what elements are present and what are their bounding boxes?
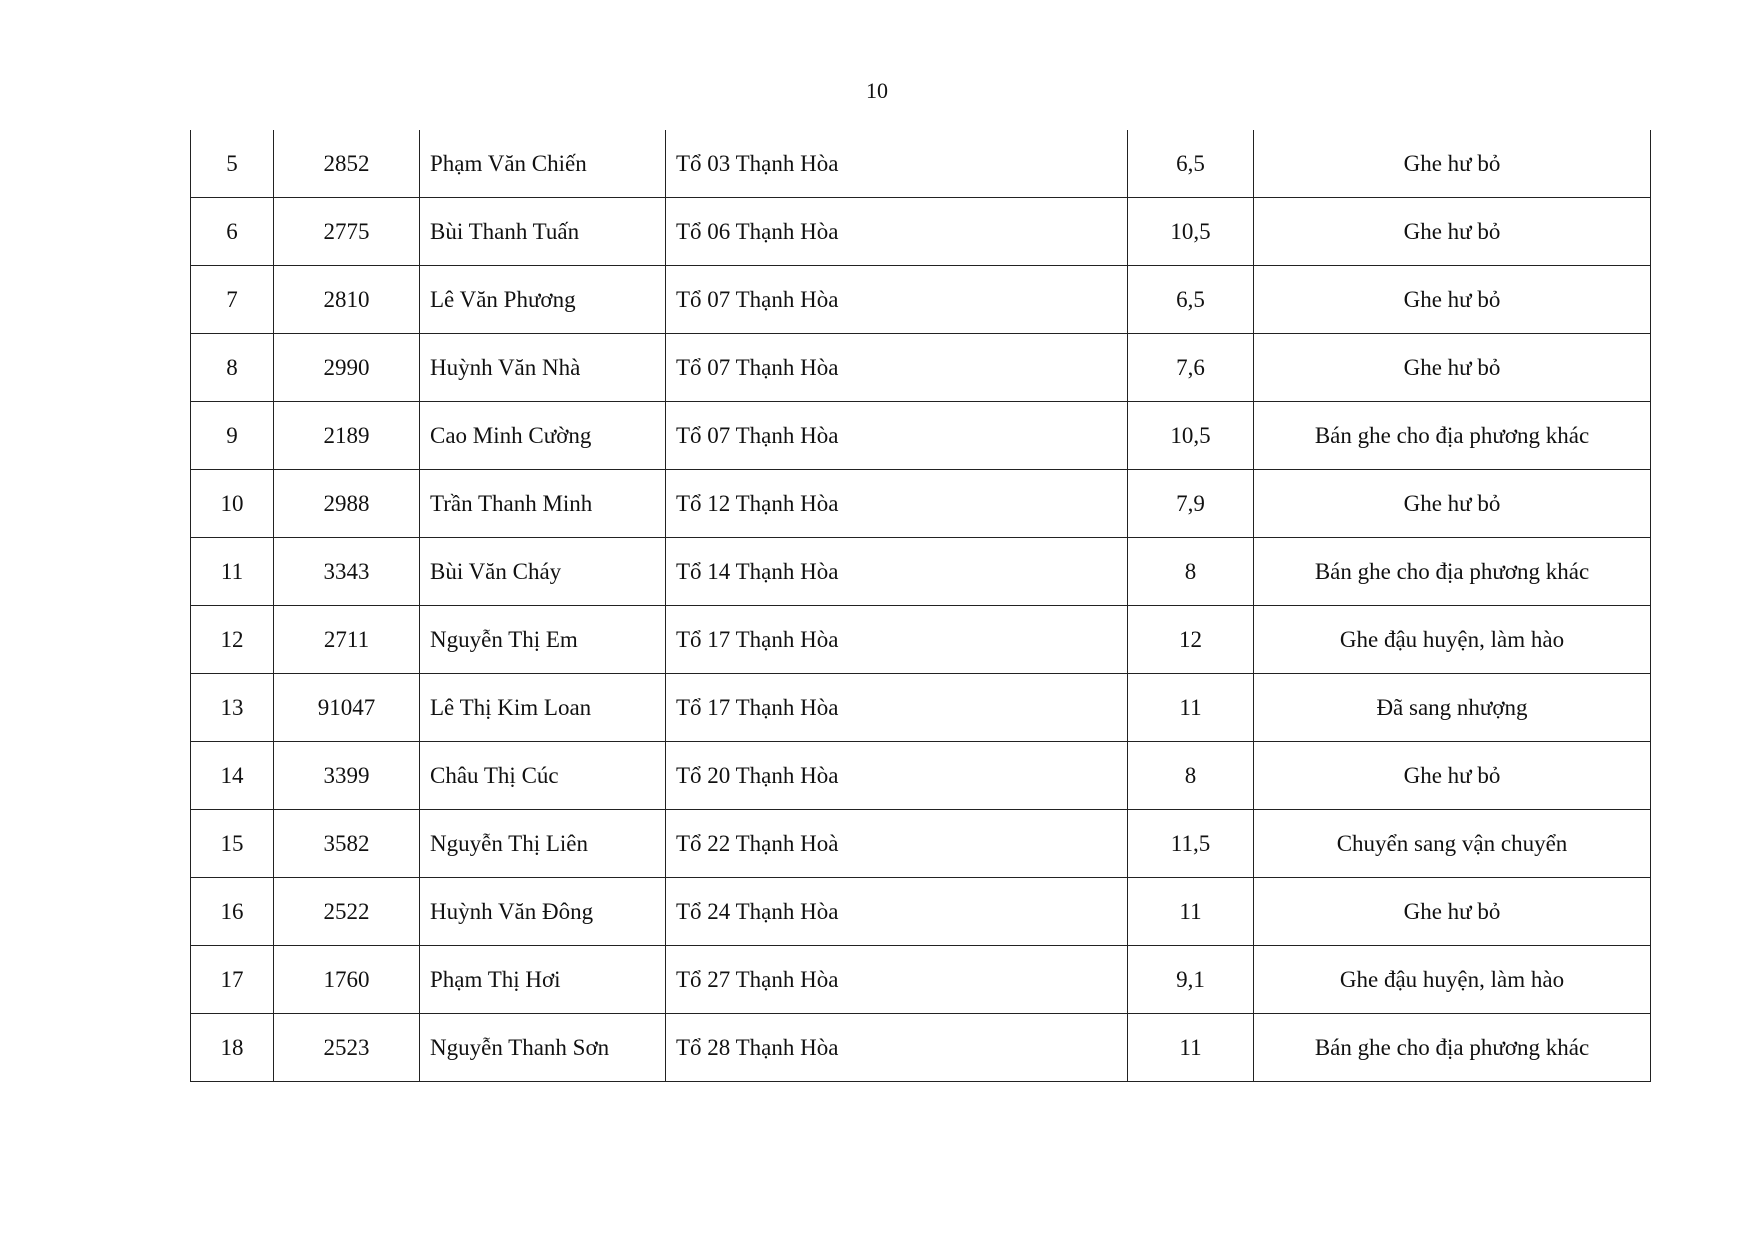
records-table-container [190, 130, 1650, 1082]
cell-stt: 10 [191, 470, 274, 538]
cell-area: 7,9 [1128, 470, 1254, 538]
cell-stt: 8 [191, 334, 274, 402]
cell-note: Đã sang nhượng [1254, 674, 1651, 742]
cell-note: Ghe đậu huyện, làm hào [1254, 946, 1651, 1014]
cell-area: 6,5 [1128, 130, 1254, 198]
table-row [191, 606, 1651, 674]
cell-code: 2189 [274, 402, 420, 470]
cell-address: Tổ 07 Thạnh Hòa [666, 266, 1128, 334]
cell-stt: 12 [191, 606, 274, 674]
cell-name: Lê Văn Phương [420, 266, 666, 334]
cell-note: Ghe hư bỏ [1254, 266, 1651, 334]
cell-area: 8 [1128, 742, 1254, 810]
table-row [191, 810, 1651, 878]
page-number: 10 [866, 78, 888, 103]
cell-code: 3582 [274, 810, 420, 878]
cell-address: Tổ 12 Thạnh Hòa [666, 470, 1128, 538]
cell-area: 11,5 [1128, 810, 1254, 878]
cell-area: 9,1 [1128, 946, 1254, 1014]
cell-address: Tổ 17 Thạnh Hòa [666, 606, 1128, 674]
cell-stt: 9 [191, 402, 274, 470]
cell-address: Tổ 14 Thạnh Hòa [666, 538, 1128, 606]
cell-code: 2522 [274, 878, 420, 946]
cell-note: Ghe hư bỏ [1254, 470, 1651, 538]
cell-name: Huỳnh Văn Nhà [420, 334, 666, 402]
cell-code: 2810 [274, 266, 420, 334]
cell-area: 6,5 [1128, 266, 1254, 334]
cell-code: 3343 [274, 538, 420, 606]
cell-code: 1760 [274, 946, 420, 1014]
cell-note: Ghe hư bỏ [1254, 198, 1651, 266]
cell-code: 2988 [274, 470, 420, 538]
table-row [191, 334, 1651, 402]
cell-note: Bán ghe cho địa phương khác [1254, 402, 1651, 470]
table-row [191, 742, 1651, 810]
cell-name: Nguyễn Thị Liên [420, 810, 666, 878]
cell-code: 2711 [274, 606, 420, 674]
table-row [191, 470, 1651, 538]
table-row [191, 878, 1651, 946]
cell-stt: 11 [191, 538, 274, 606]
cell-note: Ghe hư bỏ [1254, 742, 1651, 810]
cell-address: Tổ 20 Thạnh Hòa [666, 742, 1128, 810]
cell-name: Cao Minh Cường [420, 402, 666, 470]
cell-area: 8 [1128, 538, 1254, 606]
cell-stt: 16 [191, 878, 274, 946]
cell-stt: 15 [191, 810, 274, 878]
cell-note: Ghe đậu huyện, làm hào [1254, 606, 1651, 674]
cell-address: Tổ 17 Thạnh Hòa [666, 674, 1128, 742]
table-row [191, 130, 1651, 198]
cell-stt: 14 [191, 742, 274, 810]
table-row [191, 946, 1651, 1014]
cell-name: Bùi Thanh Tuấn [420, 198, 666, 266]
cell-code: 2852 [274, 130, 420, 198]
cell-note: Ghe hư bỏ [1254, 878, 1651, 946]
cell-area: 11 [1128, 674, 1254, 742]
cell-stt: 5 [191, 130, 274, 198]
cell-area: 12 [1128, 606, 1254, 674]
cell-name: Nguyễn Thanh Sơn [420, 1014, 666, 1082]
cell-code: 2775 [274, 198, 420, 266]
cell-area: 10,5 [1128, 198, 1254, 266]
cell-note: Ghe hư bỏ [1254, 130, 1651, 198]
cell-note: Bán ghe cho địa phương khác [1254, 538, 1651, 606]
cell-area: 11 [1128, 878, 1254, 946]
cell-address: Tổ 22 Thạnh Hoà [666, 810, 1128, 878]
cell-address: Tổ 03 Thạnh Hòa [666, 130, 1128, 198]
cell-note: Ghe hư bỏ [1254, 334, 1651, 402]
cell-area: 10,5 [1128, 402, 1254, 470]
cell-address: Tổ 27 Thạnh Hòa [666, 946, 1128, 1014]
cell-stt: 6 [191, 198, 274, 266]
cell-name: Nguyễn Thị Em [420, 606, 666, 674]
cell-name: Bùi Văn Cháy [420, 538, 666, 606]
cell-address: Tổ 24 Thạnh Hòa [666, 878, 1128, 946]
cell-name: Lê Thị Kim Loan [420, 674, 666, 742]
cell-name: Châu Thị Cúc [420, 742, 666, 810]
cell-stt: 17 [191, 946, 274, 1014]
cell-name: Phạm Thị Hơi [420, 946, 666, 1014]
cell-code: 91047 [274, 674, 420, 742]
table-row [191, 266, 1651, 334]
cell-stt: 18 [191, 1014, 274, 1082]
cell-address: Tổ 06 Thạnh Hòa [666, 198, 1128, 266]
cell-note: Bán ghe cho địa phương khác [1254, 1014, 1651, 1082]
cell-name: Huỳnh Văn Đông [420, 878, 666, 946]
table-row [191, 538, 1651, 606]
records-table [190, 130, 1651, 1082]
cell-address: Tổ 07 Thạnh Hòa [666, 334, 1128, 402]
table-row [191, 198, 1651, 266]
table-row [191, 1014, 1651, 1082]
cell-address: Tổ 28 Thạnh Hòa [666, 1014, 1128, 1082]
cell-note: Chuyển sang vận chuyển [1254, 810, 1651, 878]
cell-name: Trần Thanh Minh [420, 470, 666, 538]
cell-code: 2990 [274, 334, 420, 402]
table-row [191, 674, 1651, 742]
cell-code: 2523 [274, 1014, 420, 1082]
cell-area: 7,6 [1128, 334, 1254, 402]
cell-stt: 13 [191, 674, 274, 742]
cell-area: 11 [1128, 1014, 1254, 1082]
cell-code: 3399 [274, 742, 420, 810]
cell-stt: 7 [191, 266, 274, 334]
cell-name: Phạm Văn Chiến [420, 130, 666, 198]
table-body [191, 130, 1651, 1082]
table-row [191, 402, 1651, 470]
cell-address: Tổ 07 Thạnh Hòa [666, 402, 1128, 470]
